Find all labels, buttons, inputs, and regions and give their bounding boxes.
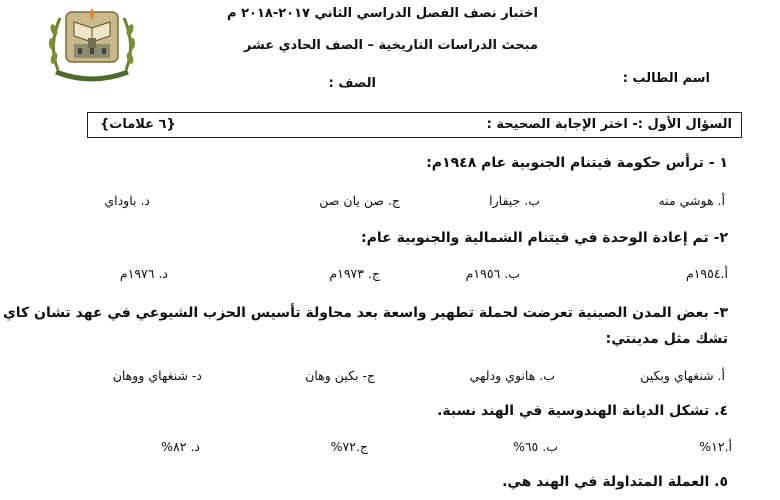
q1-option-a: أ. هوشي منه bbox=[658, 193, 725, 208]
q2-option-b: ب. ١٩٥٦م bbox=[465, 266, 520, 281]
q2-option-d: د. ١٩٧٦م bbox=[119, 266, 168, 281]
school-emblem-logo bbox=[44, 0, 140, 88]
q3-option-c: ج- بكين وهان bbox=[305, 368, 375, 383]
question-2-text: ٢- تم إعادة الوحدة في فيتنام الشمالية والجنوبية عام: bbox=[361, 230, 728, 246]
q4-option-a: أ.١٢% bbox=[699, 439, 732, 454]
q1-option-d: د. باوداي bbox=[104, 193, 150, 208]
q1-option-c: ج. صن يان صن bbox=[319, 193, 400, 208]
exam-title: اختبار نصف الفصل الدراسي الثاني ٢٠١٧-٢٠١٨ م bbox=[227, 6, 538, 21]
question-5-text: ٥. العملة المتداولة في الهند هي. bbox=[502, 474, 728, 490]
q2-option-a: أ.١٩٥٤م bbox=[685, 266, 728, 281]
question-1-text: ١ - ترأس حكومة فيتنام الجنوبية عام ١٩٤٨م: bbox=[426, 155, 728, 171]
q1-option-b: ب. جيفارا bbox=[489, 193, 540, 208]
section-marks: {٦ علامات} bbox=[100, 117, 176, 132]
q2-option-c: ج. ١٩٧٣م bbox=[329, 266, 380, 281]
q3-option-b: ب. هانوي ودلهي bbox=[469, 368, 555, 383]
question-3-text: ٣- بعض المدن الصينية تعرضت لحملة تطهير واسعة بعد محاولة تأسيس الحزب الشيوعي في عهد تشان كاي bbox=[2, 305, 728, 321]
subject-title: مبحث الدراسات التاريخية – الصف الحادي عشر bbox=[243, 38, 538, 53]
q3-option-a: أ. شنغهاي وبكين bbox=[640, 368, 725, 383]
q4-option-d: د. ٨٢% bbox=[161, 439, 200, 454]
section-title: السؤال الأول :- اختر الإجابة الصحيحة : bbox=[486, 117, 732, 132]
q3-option-d: د- شنغهاي ووهان bbox=[112, 368, 202, 383]
class-label: الصف : bbox=[328, 76, 376, 91]
question-3-text-continued: تشك مثل مدينتي: bbox=[605, 331, 728, 347]
question-4-text: ٤. تشكل الديانة الهندوسية في الهند نسبة. bbox=[437, 403, 728, 419]
student-name-label: اسم الطالب : bbox=[622, 71, 710, 86]
q4-option-c: ج.٧٢% bbox=[330, 439, 368, 454]
q4-option-b: ب. ٦٥% bbox=[512, 439, 558, 454]
